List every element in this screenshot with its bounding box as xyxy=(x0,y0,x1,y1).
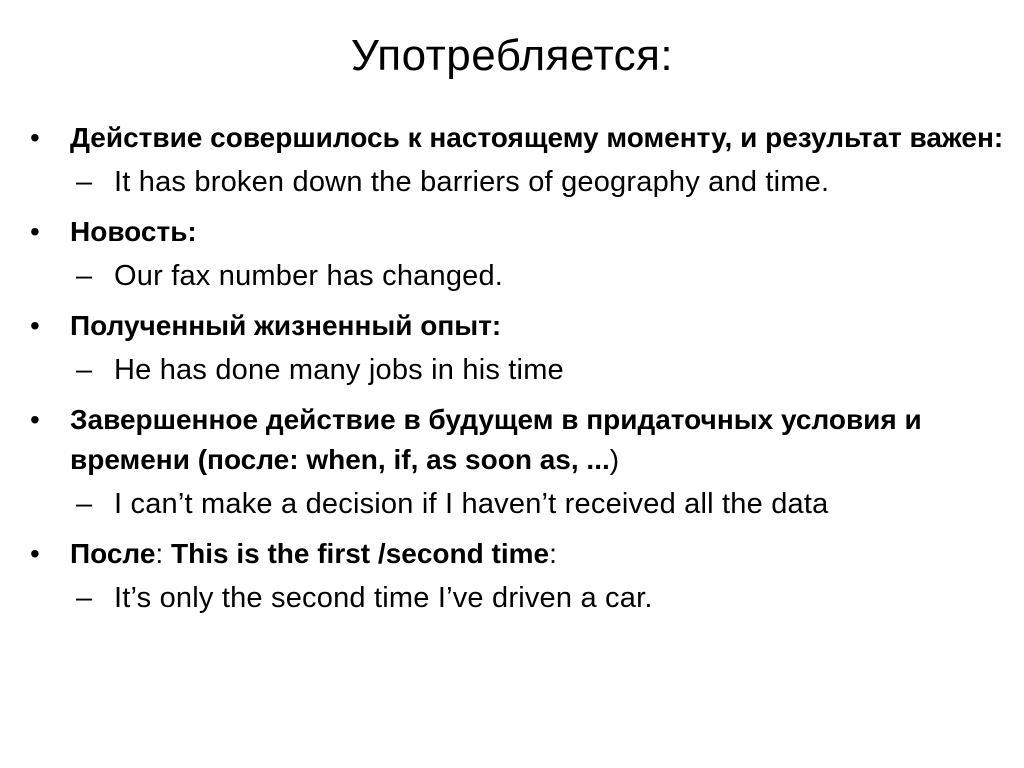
bullet-item-1 xyxy=(30,118,1010,158)
bullet-item-3 xyxy=(30,306,1010,346)
example-item-3 xyxy=(30,350,1010,390)
example-item-5 xyxy=(30,578,1010,618)
bullet-item-5 xyxy=(30,534,1010,574)
dash-icon: – xyxy=(76,354,93,386)
example-text: I can’t make a decision if I haven’t received all the data xyxy=(114,488,829,520)
bullet-item-2 xyxy=(30,212,1010,252)
dash-icon: – xyxy=(76,488,93,520)
bullet-heading-part-1: После xyxy=(70,538,156,569)
bullet-heading: Завершенное действие в будущем в придаточных условия и времени (после: when, if, as soon as, ... xyxy=(70,404,922,475)
bullet-icon: • xyxy=(30,216,40,247)
bullet-icon: • xyxy=(30,404,40,435)
example-item-1 xyxy=(30,162,1010,202)
dash-icon: – xyxy=(76,582,93,614)
bullet-heading: Полученный жизненный опыт: xyxy=(70,310,502,341)
bullet-heading-part-2: This is the first /second time xyxy=(170,538,550,569)
bullet-heading: Действие совершилось к настоящему моменту, и результат важен: xyxy=(70,122,1004,153)
example-text: He has done many jobs in his time xyxy=(114,354,564,386)
bullet-heading-separator-2: : xyxy=(549,538,557,569)
slide-title: Употребляется: xyxy=(350,31,674,80)
example-text: Our fax number has changed. xyxy=(114,260,504,292)
bullet-icon: • xyxy=(30,538,40,569)
example-text: It’s only the second time I’ve driven a car. xyxy=(114,582,653,614)
bullet-heading-separator-1: : xyxy=(155,538,171,569)
example-item-4 xyxy=(30,484,1010,524)
bullet-icon: • xyxy=(30,310,40,341)
example-text: It has broken down the barriers of geography and time. xyxy=(114,166,830,198)
bullet-icon: • xyxy=(30,122,40,153)
example-item-2 xyxy=(30,256,1010,296)
content-list xyxy=(30,118,1010,628)
dash-icon: – xyxy=(76,260,93,292)
bullet-heading-suffix: ) xyxy=(609,444,620,475)
dash-icon: – xyxy=(76,166,93,198)
bullet-item-4 xyxy=(30,400,1010,480)
bullet-heading: Новость: xyxy=(70,216,197,247)
